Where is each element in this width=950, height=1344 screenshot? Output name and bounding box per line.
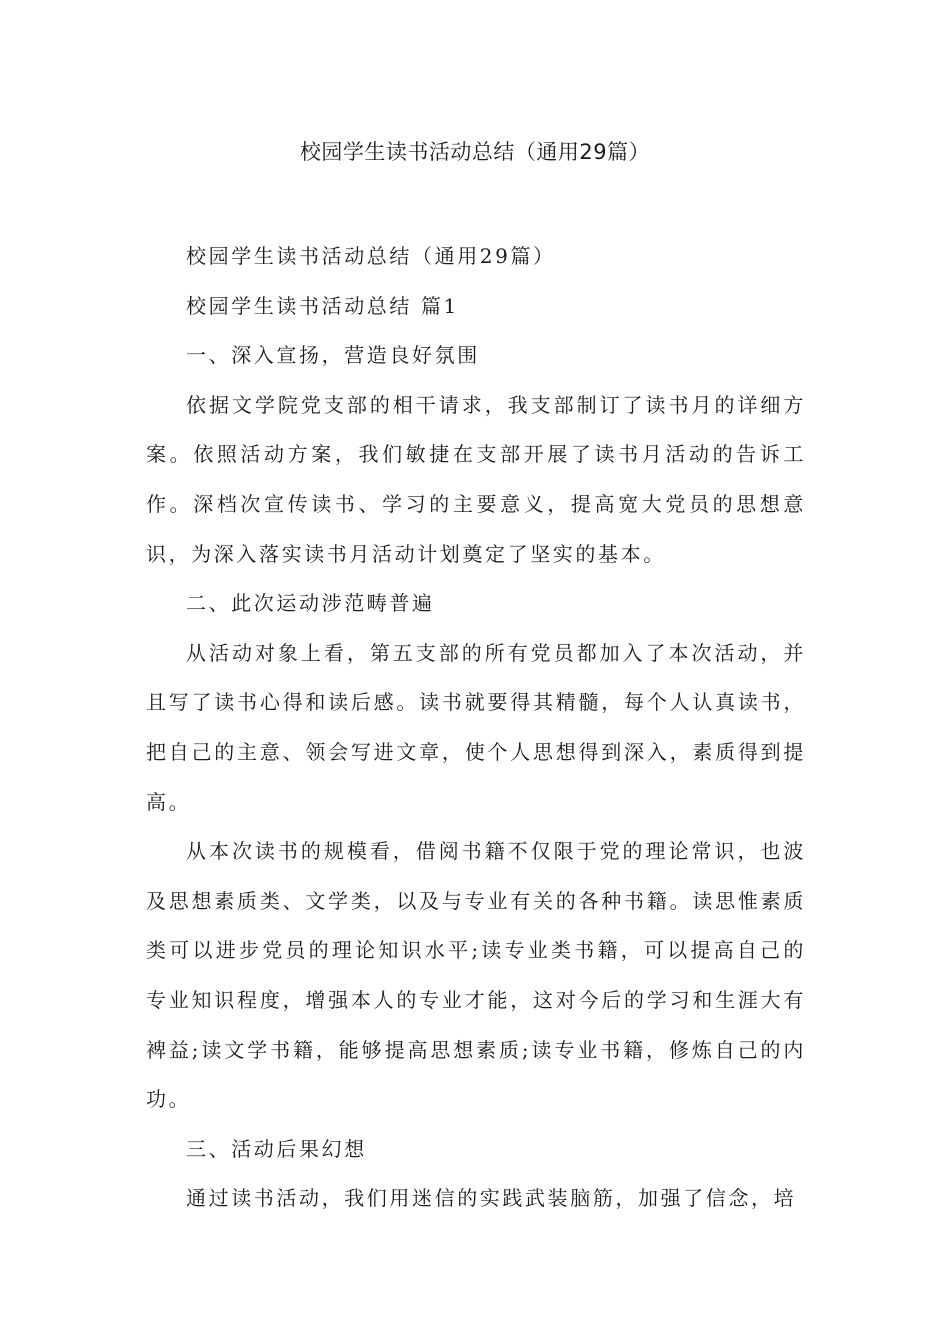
section-heading-1: 一、深入宣扬，营造良好氛围 (186, 343, 480, 368)
body-paragraph: 通过读书活动，我们用迷信的实践武装脑筋，加强了信念，培 (186, 1186, 797, 1211)
body-paragraph: 从活动对象上看，第五支部的所有党员都加入了本次活动，并且写了读书心得和读后感。读书就要得其精髓，每个人认真读书，把自己的主意、领会写进文章，使个人思想得到深入，素质得到提高。 (146, 640, 806, 814)
article-heading: 校园学生读书活动总结 篇1 (186, 293, 459, 318)
subtitle-paragraph: 校园学生读书活动总结（通用29篇） (186, 244, 556, 268)
document-body (146, 232, 806, 1224)
section-heading-3: 三、活动后果幻想 (186, 1136, 367, 1161)
section-heading-2: 二、此次运动涉范畴普遍 (186, 591, 435, 616)
body-paragraph: 从本次读书的规模看，借阅书籍不仅限于党的理论常识，也波及思想素质类、文学类，以及与专业有关的各种书籍。读思惟素质类可以进步党员的理论知识水平;读专业类书籍，可以提高自己的专业知识程度，增强本人的专业才能，这对今后的学习和生涯大有裨益;读文学书籍，能够提高思想素质;读专业书籍，修炼自己的内功。 (146, 839, 806, 1112)
document-title: 校园学生读书活动总结（通用29篇） (299, 140, 651, 164)
body-paragraph: 依据文学院党支部的相干请求，我支部制订了读书月的详细方案。依照活动方案，我们敏捷在支部开展了读书月活动的告诉工作。深档次宣传读书、学习的主要意义，提高宽大党员的思想意识，为深入落实读书月活动计划奠定了坚实的基本。 (146, 392, 806, 566)
